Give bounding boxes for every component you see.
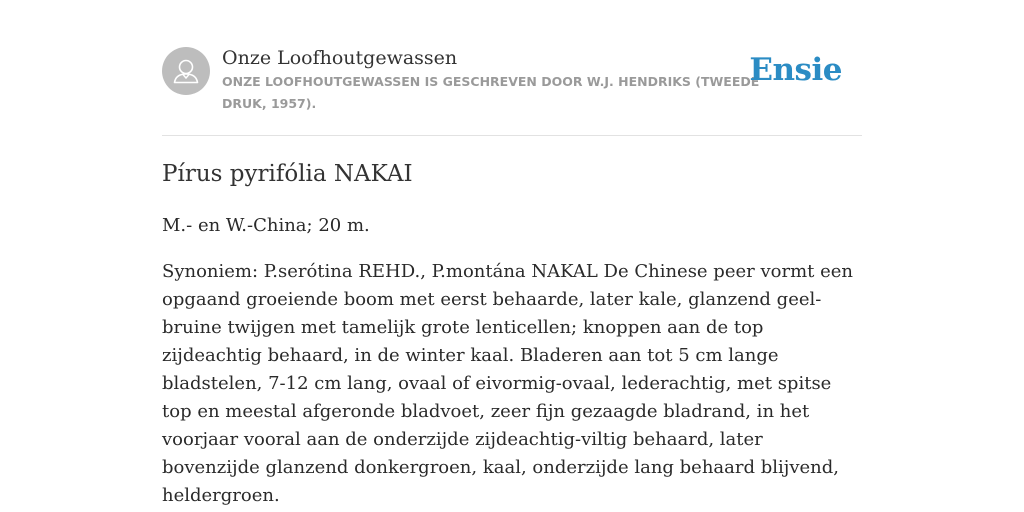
- source-header: [162, 46, 862, 136]
- ensie-logo[interactable]: Ensie: [749, 52, 842, 88]
- user-avatar-icon: [162, 47, 210, 95]
- source-description: ONZE LOOFHOUTGEWASSEN IS GESCHREVEN DOOR W.J. HENDRIKS (TWEEDE DRUK, 1957).: [222, 74, 760, 111]
- source-title[interactable]: Onze Loofhoutgewassen: [222, 47, 458, 69]
- entry-title: Pírus pyrifólia NAKAI: [162, 161, 413, 187]
- entry-paragraph-description: Synoniem: P.serótina REHD., P.montána NAKAL De Chinese peer vormt een opgaand groeiende boom met eerst behaarde, later kale, glanzend geel-bruine twijgen met tamelijk grote lenticellen; knoppen aan de top zijdeachtig behaard, in de winter kaal. Bladeren aan tot 5 cm lange bladstelen, 7-12 cm lang, ovaal of eivormig-ovaal, lederachtig, met spitse top en meestal afgeronde bladvoet, zeer fijn gezaagde bladrand, in het voorjaar vooral aan de onderzijde zijdeachtig-viltig behaard, later bovenzijde glanzend donkergroen, kaal, onderzijde lang behaard blijvend, heldergroen.: [162, 261, 853, 506]
- entry-paragraph-distribution: M.- en W.-China; 20 m.: [162, 215, 370, 236]
- entry-content: [162, 158, 862, 510]
